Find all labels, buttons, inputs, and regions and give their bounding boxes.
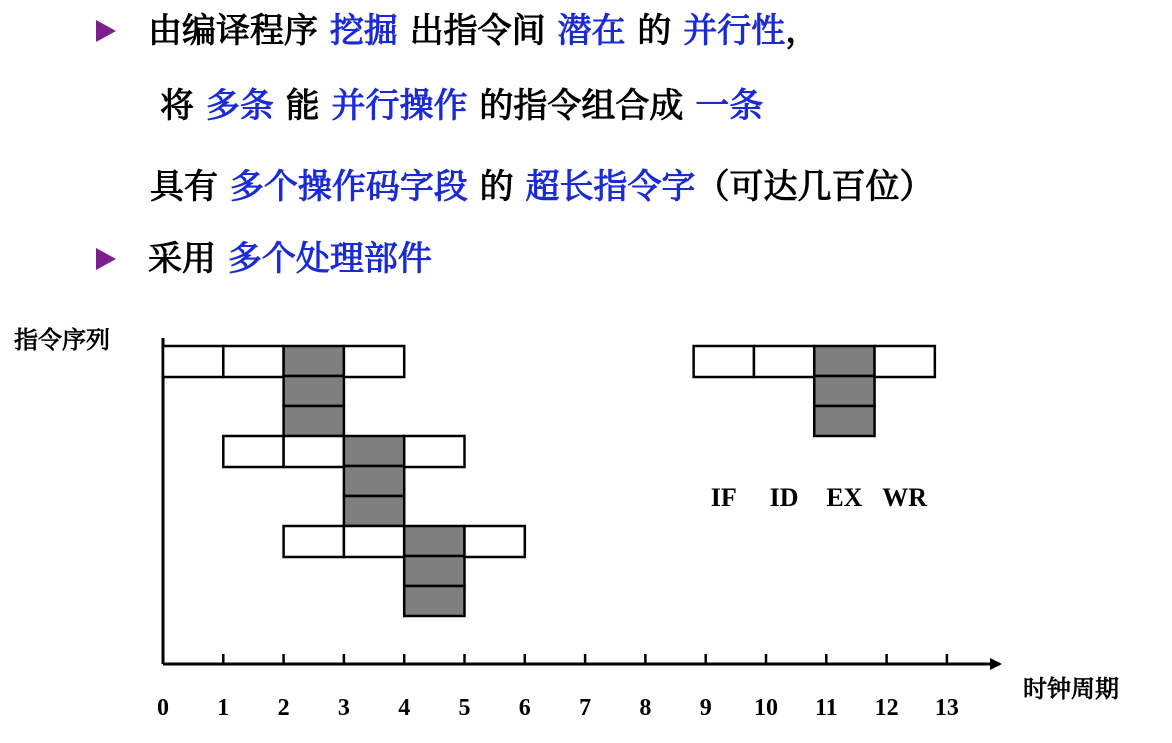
text-segment: 的指令组合成 bbox=[467, 86, 696, 126]
ex-stage-cell bbox=[284, 406, 344, 436]
stage-labels bbox=[711, 483, 928, 512]
highlight-term: 潜在 bbox=[557, 11, 626, 51]
x-axis-label: 时钟周期 bbox=[1023, 675, 1119, 703]
ex-stage-cell bbox=[814, 346, 874, 376]
y-axis-label: 指令序列 bbox=[14, 326, 110, 354]
text-segment: 的 bbox=[625, 11, 684, 51]
x-tick-label: 10 bbox=[754, 695, 778, 721]
x-tick-label: 8 bbox=[639, 695, 652, 721]
instruction-groups bbox=[163, 346, 525, 616]
wr-stage-cell bbox=[344, 346, 404, 377]
wr-stage-cell bbox=[875, 346, 935, 377]
text-segment: 出指令间 bbox=[397, 11, 558, 51]
stage-label-id: ID bbox=[769, 483, 799, 512]
stage-legend bbox=[694, 346, 935, 436]
highlight-term: 挖掘 bbox=[329, 11, 398, 51]
text-segment: 能 bbox=[273, 86, 332, 126]
id-stage-cell bbox=[344, 526, 404, 557]
ex-stage-cell bbox=[814, 376, 874, 406]
if-stage-cell bbox=[694, 346, 754, 377]
stage-label-ex: EX bbox=[826, 483, 863, 512]
ex-stage-cell bbox=[814, 406, 874, 436]
text-segment: 由编译程序 bbox=[148, 11, 330, 51]
highlight-term: 多条 bbox=[205, 86, 274, 126]
id-stage-cell bbox=[223, 346, 283, 377]
text-segment: ， bbox=[785, 11, 820, 51]
x-tick-label: 9 bbox=[699, 695, 712, 721]
x-tick-label: 4 bbox=[398, 695, 411, 721]
x-tick-label: 11 bbox=[814, 695, 838, 721]
x-tick-label: 5 bbox=[458, 695, 471, 721]
text-segment: （可达几百位） bbox=[695, 167, 934, 207]
text-segment: 的 bbox=[467, 167, 526, 207]
highlight-term: 多个操作码字段 bbox=[229, 167, 468, 207]
x-tick-label: 0 bbox=[157, 695, 169, 721]
text-segment: 采用 bbox=[148, 239, 228, 279]
x-tick-label: 1 bbox=[217, 695, 230, 721]
highlight-term: 并行操作 bbox=[331, 86, 468, 126]
if-stage-cell bbox=[223, 436, 283, 467]
wr-stage-cell bbox=[465, 526, 525, 557]
highlight-term: 超长指令字 bbox=[525, 167, 696, 207]
id-stage-cell bbox=[754, 346, 814, 377]
if-stage-cell bbox=[163, 346, 223, 377]
stage-label-wr: WR bbox=[882, 483, 928, 512]
highlight-term: 一条 bbox=[695, 86, 764, 126]
x-tick-label: 13 bbox=[934, 695, 959, 721]
highlight-term: 多个处理部件 bbox=[227, 239, 432, 279]
x-tick-label: 2 bbox=[277, 695, 290, 721]
id-stage-cell bbox=[284, 436, 344, 467]
x-tick-label: 6 bbox=[518, 695, 531, 721]
ex-stage-cell bbox=[404, 526, 464, 556]
text-segment: 将 bbox=[160, 86, 206, 126]
ex-stage-cell bbox=[404, 556, 464, 586]
if-stage-cell bbox=[284, 526, 344, 557]
ex-stage-cell bbox=[404, 586, 464, 616]
highlight-term: 并行性 bbox=[683, 11, 786, 51]
ex-stage-cell bbox=[344, 466, 404, 496]
stage-label-if: IF bbox=[710, 483, 737, 512]
x-tick-label: 12 bbox=[874, 695, 899, 721]
ex-stage-cell bbox=[284, 346, 344, 376]
wr-stage-cell bbox=[404, 436, 464, 467]
ex-stage-cell bbox=[284, 376, 344, 406]
x-tick-label: 7 bbox=[579, 695, 592, 721]
x-tick-label: 3 bbox=[337, 695, 350, 721]
text-segment: 具有 bbox=[150, 167, 230, 207]
ex-stage-cell bbox=[344, 436, 404, 466]
ex-stage-cell bbox=[344, 496, 404, 526]
